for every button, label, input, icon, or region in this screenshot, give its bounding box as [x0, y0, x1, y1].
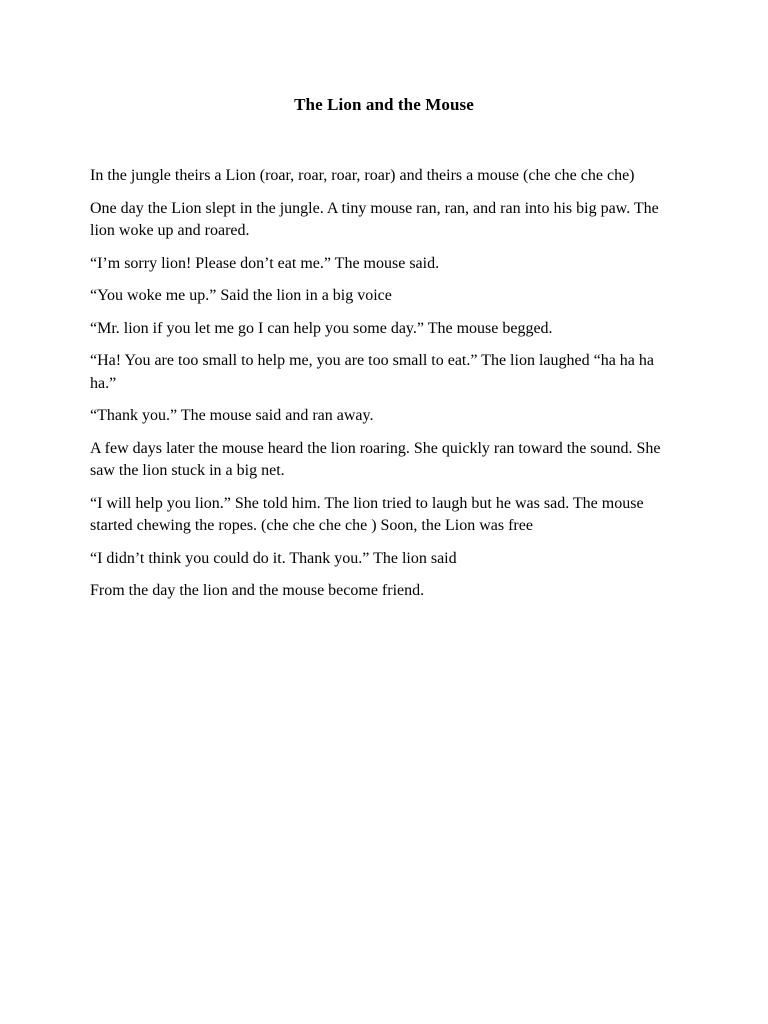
paragraph-3: “I’m sorry lion! Please don’t eat me.” The mouse said. — [90, 254, 440, 272]
paragraph-7: “Thank you.” The mouse said and ran away. — [90, 407, 374, 424]
paragraph-11: From the day the lion and the mouse become friend. — [90, 582, 425, 599]
paragraph-2: One day the Lion slept in the jungle. A tiny mouse ran, ran, and ran into his big paw. The lion woke up and roared. — [90, 199, 659, 239]
paragraph-8: A few days later the mouse heard the lion roaring. She quickly ran toward the sound. She saw the lion stuck in a big net. — [90, 439, 661, 479]
paragraph-9: “I will help you lion.” She told him. The lion tried to laugh but he was sad. The mouse started chewing the ropes. (che che che che ) Soon, the Lion was free — [90, 494, 644, 534]
document-body — [90, 165, 675, 613]
paragraph-6: “Ha! You are too small to help me, you are too small to eat.” The lion laughed “ha ha ha ha.” — [90, 352, 654, 392]
paragraph-5: “Mr. lion if you let me go I can help you some day.” The mouse begged. — [90, 319, 553, 337]
paragraph-1: In the jungle theirs a Lion (roar, roar, roar, roar) and theirs a mouse (che che che che) — [90, 167, 635, 184]
paragraph-10: “I didn’t think you could do it. Thank you.” The lion said — [90, 549, 457, 567]
document-title: The Lion and the Mouse — [294, 95, 474, 114]
paragraph-4: “You woke me up.” Said the lion in a big voice — [90, 287, 392, 304]
